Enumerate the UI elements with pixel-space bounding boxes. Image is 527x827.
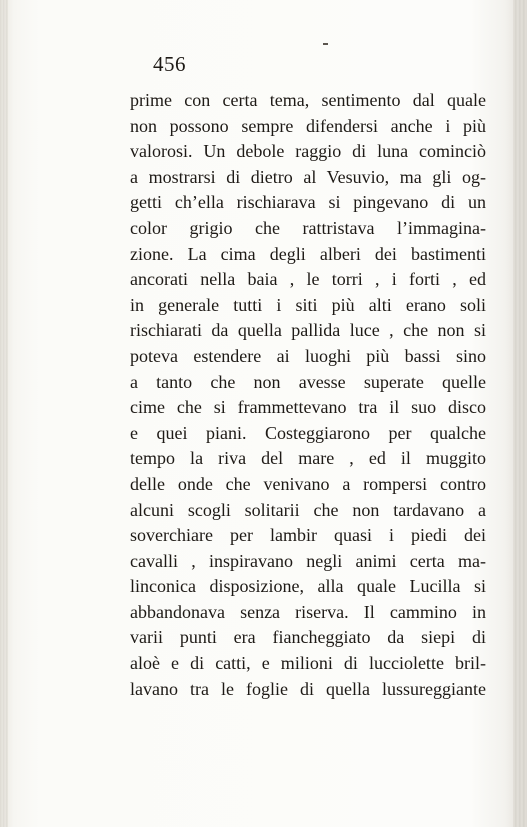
text-line: lavano tra le foglie di quella lussureggiante <box>130 678 486 699</box>
page-right-edge <box>513 0 527 827</box>
text-line: abbandonava senza riserva. Il cammino in <box>130 601 486 622</box>
body-text <box>130 88 486 702</box>
text-line: cavalli , inspiravano negli animi certa ma- <box>130 550 486 571</box>
text-line: linconica disposizione, alla quale Lucilla si <box>130 576 486 597</box>
page-number: 456 <box>153 52 186 76</box>
text-line: aloè e di catti, e milioni di lucciolette bril- <box>130 653 486 674</box>
text-line: varii punti era fiancheggiato da siepi di <box>130 627 486 648</box>
text-line: rischiarati da quella pallida luce , che non si <box>130 320 486 341</box>
text-line: non possono sempre difendersi anche i più <box>130 115 486 136</box>
text-line: tempo la riva del mare , ed il muggito <box>130 448 486 469</box>
text-line: delle onde che venivano a rompersi contro <box>130 473 486 494</box>
text-line: e quei piani. Costeggiarono per qualche <box>130 422 486 443</box>
text-line: a mostrarsi di dietro al Vesuvio, ma gli og- <box>130 166 486 187</box>
text-line: soverchiare per lambir quasi i piedi dei <box>130 525 486 546</box>
text-line: getti ch’ella rischiarava si pingevano di un <box>130 192 486 213</box>
page-left-edge <box>0 0 8 827</box>
text-line: valorosi. Un debole raggio di luna cominciò <box>130 141 486 162</box>
text-line: alcuni scogli solitarii che non tardavano a <box>130 499 486 520</box>
text-line: a tanto che non avesse superate quelle <box>130 371 486 392</box>
text-line: ancorati nella baia , le torri , i forti , ed <box>130 269 486 290</box>
text-line: prime con certa tema, sentimento dal quale <box>130 90 486 110</box>
text-line: color grigio che rattristava l’immagina- <box>130 217 486 238</box>
text-line: zione. La cima degli alberi dei bastimenti <box>130 243 486 264</box>
printer-mark <box>323 43 328 45</box>
text-line: in generale tutti i siti più alti erano soli <box>130 294 486 315</box>
text-line: cime che si frammettevano tra il suo disco <box>130 397 486 418</box>
text-line: poteva estendere ai luoghi più bassi sino <box>130 345 486 366</box>
